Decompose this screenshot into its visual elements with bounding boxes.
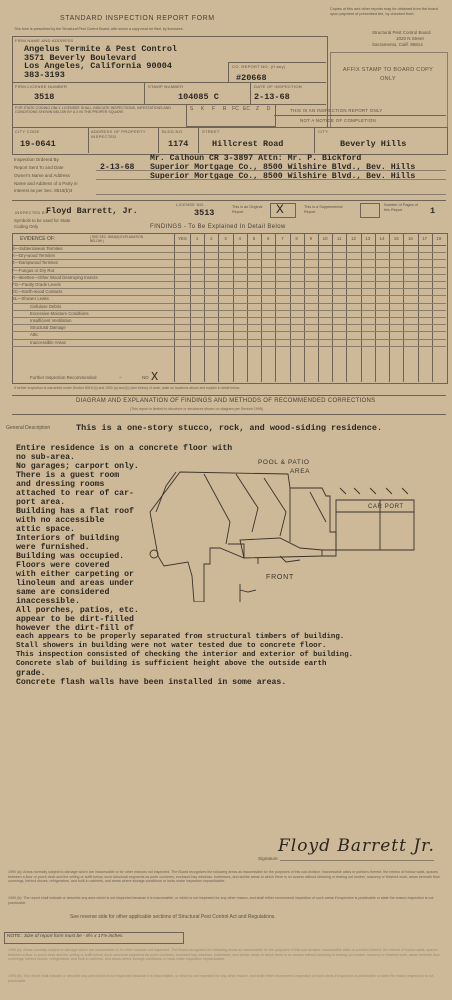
coding-col: K	[200, 106, 205, 112]
firm-license-label: FIRM LICENSE NUMBER	[15, 84, 68, 89]
report-type-inspection: THIS IS AN INSPECTION REPORT ONLY	[290, 108, 383, 113]
finding-col-divider	[233, 233, 234, 382]
note-text: Size of report form must be - 8½ x 17⅞ inches.	[24, 934, 124, 939]
finding-row-label: SL—Shower Leaks	[12, 296, 49, 302]
finding-col-divider	[346, 233, 347, 382]
coding-col: EC	[243, 106, 250, 112]
copies-note: Copies of this and other reports may be obtained from the board upon payment of prescribed fee, by checked from:	[330, 7, 438, 16]
narrative-line: appear to be dirt-filled	[16, 615, 134, 624]
form-subtitle: This form is prescribed by the Structural Pest Control Board, with whom a copy must be filed, by licensees.	[14, 27, 184, 31]
finding-col-number: 13	[365, 236, 371, 241]
finding-row-label: F—Fungus or Dry Rot	[12, 267, 55, 273]
finding-col-divider	[432, 233, 433, 382]
further-inspection-arrow: →	[118, 374, 123, 379]
narrative-line: There is a guest room	[16, 471, 120, 480]
finding-row-label: Inaccessible Areas	[30, 339, 66, 345]
pages-label: Number of Pages of this Report	[384, 203, 418, 212]
finding-row-label: R—Beetles—Other Wood Destroying Insects	[12, 274, 98, 280]
original-report-mark: X	[276, 202, 284, 217]
finding-col-number: 16	[407, 236, 413, 241]
stamp-number-label: STAMP NUMBER	[148, 84, 184, 89]
finding-row-label: EC—Earth-wood Contacts	[12, 289, 63, 295]
narrative-line: Floors were covered	[16, 561, 110, 570]
finding-row-label: Attic	[30, 332, 39, 338]
coding-col: D	[266, 106, 271, 112]
narrative-line: grade.	[16, 669, 46, 678]
finding-col-number: 4	[238, 236, 241, 241]
finding-col-number: 17	[422, 236, 428, 241]
coding-col: F	[211, 106, 216, 112]
rule-1990a: 1990 (a): Areas normally subject to damage which are inaccessible or for other reasons not inspected. The Board recognizes the following areas as inaccessible for the purposes of this sub-division: inaccessible attics or portions thereof, the interior of hollow walls, spaces between a floor or porch deck and the ceiling or soffit below, such structural segments as porte cocheres, enclosed bay windows, buttresses, and similar areas to which there is no access without defacing or tearing out lumber, masonry or finished work; areas beneath floor coverings, behind stoves, refrigerators, and built-in cabinets, and areas where storage conditions or locks make inspection impracticable.	[8, 870, 440, 884]
finding-col-divider	[375, 233, 376, 382]
finding-row-label: Excessive Moisture Conditions	[30, 310, 89, 316]
finding-col-divider	[318, 233, 319, 382]
finding-col-divider	[389, 233, 390, 382]
narrative-line: with either carpeting or	[16, 570, 134, 579]
sketch-label-carport: CAR PORT	[368, 504, 404, 510]
co-report-label: CO. REPORT NO. (If any)	[232, 64, 286, 69]
narrative-line: inaccessible.	[16, 597, 80, 606]
findings-note: If further inspection is warranted under Section 8516 (b) and 1990 (a) and (b) (see below) of code, state on locations above and explain in detail below.	[14, 386, 240, 390]
narrative-line: same are considered	[16, 588, 110, 597]
finding-col-number: 1	[195, 236, 199, 241]
general-description: This is a one-story stucco, rock, and wood-siding residence.	[76, 423, 383, 433]
ordered-by-label: Inspection Ordered By	[14, 157, 59, 162]
signature: Floyd Barrett Jr.	[278, 836, 435, 856]
finding-row-label: FG—Faulty Grade Levels	[12, 282, 61, 287]
board-name: Structural Pest Control Board	[372, 30, 431, 35]
address-label: ADDRESS OF PROPERTY INSPECTED	[91, 129, 146, 139]
narrative-line: and dressing rooms	[16, 480, 105, 489]
narrative-line: linoleum and areas under	[16, 579, 134, 588]
firm-address-1: 3571 Beverly Boulevard	[24, 52, 137, 63]
note-label: NOTE:	[7, 934, 22, 939]
general-description-label: General Description	[6, 425, 51, 431]
finding-col-number: 14	[379, 236, 385, 241]
form-title: STANDARD INSPECTION REPORT FORM	[60, 15, 215, 22]
owner-label: Owner's Name and Address	[14, 173, 70, 178]
finding-col-number: 3	[224, 236, 227, 241]
firm-name: Angelus Termite & Pest Control	[24, 44, 178, 54]
bldg-label: BLDG.NO.	[162, 129, 184, 134]
inspected-by-label: INSPECTED BY	[15, 210, 48, 215]
finding-col-number: 11	[337, 236, 342, 241]
finding-col-divider	[290, 233, 291, 382]
stamp-number: 104085 C	[178, 92, 219, 102]
bldg-number: 1174	[168, 139, 189, 149]
finding-col-number: 10	[322, 236, 328, 241]
finding-row-label: Z—Dampwood Termites	[12, 260, 59, 266]
board-address-1: 1020 N Street	[396, 36, 424, 41]
report-sent-to: Superior Mortgage Co., 8500 Wilshire Blvd., Bev. Hills	[150, 163, 416, 172]
coding-col: S	[189, 106, 194, 112]
finding-col-number: 12	[351, 236, 356, 241]
narrative-line: Interiors of building	[16, 534, 120, 543]
findings-header: FINDINGS - To Be Explained In Detail Below	[150, 224, 286, 230]
finding-col-number: 6	[266, 236, 270, 241]
yes-label: YES	[178, 236, 187, 241]
inspection-date: 2-13-68	[254, 92, 290, 102]
rule-1990b-reprint: 1990 (b): The report shall indicate or describe any area which is not inspected because it is inaccessible, or which is not inspected for any other reason, and shall either recommend inspection of such areas if inspection is practicable or state the reason inspection is not practicable.	[8, 974, 434, 983]
finding-col-divider	[403, 233, 404, 382]
city-label: CITY	[318, 129, 329, 134]
coding-columns	[186, 106, 274, 112]
narrative-line: All porches, patios, etc.	[16, 606, 139, 615]
finding-col-divider	[418, 233, 419, 382]
finding-row-line	[12, 346, 446, 347]
finding-row-label: Insufficient Ventilation	[30, 318, 72, 323]
city-code-label: CITY CODE	[15, 129, 40, 134]
inspector-license: 3513	[194, 208, 215, 218]
diagram-subheader: (This report is limited to structure or structures shown on diagram per Section 1995)	[130, 407, 264, 411]
further-inspection-value: NO	[142, 375, 149, 380]
sketch-label-pool: POOL & PATIO	[258, 459, 310, 466]
finding-row-label: S—Subterranean Termites	[12, 246, 63, 251]
finding-col-divider	[332, 233, 333, 382]
supplemental-report-label: This is a Supplemental Report	[304, 205, 343, 214]
owner: Superior Mortgage Co., 8500 Wilshire Blvd., Bev. Hills	[150, 172, 416, 181]
original-report-label: This is an Original Report	[232, 205, 263, 214]
finding-row-label: Structural Damage	[30, 325, 66, 331]
board-address-2: Sacramento, Calif. 95814	[372, 42, 423, 47]
coding-col: Z	[255, 106, 260, 112]
finding-col-number: 8	[295, 236, 298, 241]
narrative-line: Stall showers in building were not water tested due to concrete floor.	[16, 642, 327, 650]
narrative-line: Building has a flat roof	[16, 507, 134, 516]
narrative-line: each appears to be properly separated from structural timbers of building.	[16, 633, 345, 641]
finding-col-number: 7	[281, 236, 284, 241]
signature-label: Signature	[258, 856, 278, 861]
coding-col: R	[222, 106, 227, 112]
report-sent-date: 2-13-68	[100, 163, 135, 172]
narrative-line: port area.	[16, 498, 66, 507]
symbols-label: Symbols to be used for State Coding Only	[14, 218, 71, 229]
street: Hillcrest Road	[212, 139, 284, 149]
narrative-line: No garages; carport only.	[16, 462, 139, 471]
finding-col-number: 15	[393, 236, 399, 241]
finding-col-number: 18	[436, 236, 442, 241]
narrative-line: This inspection consisted of checking the interior and exterior of building.	[16, 651, 354, 659]
finding-col-divider	[261, 233, 262, 382]
evidence-label: EVIDENCE OF:	[20, 236, 56, 242]
sketch-label-front: FRONT	[266, 574, 295, 581]
inspector-license-label: LICENSE NO.	[176, 202, 205, 207]
narrative-line: Building was occupied.	[16, 552, 125, 561]
firm-address-2: Los Angeles, California 90004	[24, 61, 172, 71]
party-label-2: Interest as per Sec. 8516(b)3	[14, 188, 73, 193]
narrative-line: however the dirt-fill of	[16, 624, 134, 633]
coding-label: FOR STATE CODING ONLY, LICENSEE SHALL INDICATE INSPECTIONS, INFESTATIONS AND CONDITIONS SHOWN BELOW BY A X IN THE PROPER SQUARE	[15, 106, 171, 115]
report-sent-label: Report Sent To and Date	[14, 165, 64, 170]
narrative-line: were furnished.	[16, 543, 90, 552]
finding-col-number: 9	[309, 236, 313, 241]
narrative-line: with no accessible	[16, 516, 105, 525]
narrative-line: attic space.	[16, 525, 75, 534]
page-count: 1	[430, 206, 436, 216]
narrative-line: no sub-area.	[16, 453, 75, 462]
finding-col-divider	[218, 233, 219, 382]
narrative-line: attached to rear of car-	[16, 489, 134, 498]
city-code: 19-0641	[20, 139, 56, 149]
finding-col-divider	[204, 233, 205, 382]
finding-col-number: 2	[210, 236, 213, 241]
see-sec-label: ( SEE SEC. 8516(b) EXPLANATION BELOW )	[90, 235, 144, 243]
narrative-line: Concrete slab of building is sufficient height above the outside earth	[16, 660, 327, 668]
finding-col-number: 5	[252, 236, 256, 241]
narrative-line: Concrete flash walls have been installed in some areas.	[16, 678, 287, 687]
firm-phone: 383-3193	[24, 69, 65, 80]
finding-col-divider	[304, 233, 305, 382]
rule-1990a-reprint: 1990 (a): Areas normally subject to damage which are inaccessible or for other reasons not inspected. The Board recognizes the following areas as inaccessible for the purposes of this sub-division: inaccessible attics or portions thereof, the interior of hollow walls, spaces between a floor or porch deck and the ceiling or soffit below, such structural segments as porte cocheres, enclosed bay windows, buttresses, and similar areas to which there is no access without defacing or tearing out lumber, masonry or finished work; areas beneath floor coverings, behind stoves, refrigerators, and built-in cabinets, and areas where storage conditions or locks make inspection impracticable.	[8, 948, 440, 962]
inspector-name: Floyd Barrett, Jr.	[46, 206, 138, 216]
further-inspection-mark: X	[151, 370, 159, 384]
diagram-header: DIAGRAM AND EXPLANATION OF FINDINGS AND METHODS OF RECOMMENDED CORRECTIONS	[76, 398, 376, 404]
supplemental-report-box	[360, 203, 380, 218]
ordered-by: Mr. Calhoun CR 3-3897 Attn: Mr. P. Bickford	[150, 154, 362, 163]
see-reverse: See reverse side for other applicable sections of Structural Pest Control Act and Regulations.	[70, 914, 276, 920]
co-report-number: #20668	[236, 73, 267, 83]
finding-col-divider	[361, 233, 362, 382]
stamp-box	[330, 52, 448, 128]
firm-license-number: 3518	[34, 92, 55, 102]
rule-1990b: 1990 (b): The report shall indicate or describe any area which is not inspected because it is inaccessible, or which is not inspected for any other reason, and shall either recommend inspection of such areas if inspection is practicable or state the reason inspection is not practicable.	[8, 896, 434, 905]
street-label: STREET	[202, 129, 220, 134]
finding-row-label: Cellulose Debris	[30, 303, 62, 309]
finding-col-divider	[247, 233, 248, 382]
report-type-completion: NOT A NOTICE OF COMPLETION	[300, 118, 377, 123]
finding-row-label: K—Dry-wood Termites	[12, 253, 55, 259]
stamp-note: AFFIX STAMP TO BOARD COPY ONLY	[342, 67, 434, 82]
finding-col-divider	[275, 233, 276, 382]
city: Beverly Hills	[340, 139, 407, 149]
firm-label: FIRM NAME AND ADDRESS	[15, 38, 74, 43]
party-label-1: Name and Address of a Party in	[14, 181, 78, 186]
sketch-label-area: AREA	[290, 468, 311, 475]
narrative-line: Entire residence is on a concrete floor with	[16, 444, 233, 453]
further-inspection-label: Further Inspection Recommended	[30, 375, 97, 380]
inspection-date-label: DATE OF INSPECTION	[254, 84, 302, 89]
coding-col: FC	[232, 106, 239, 112]
